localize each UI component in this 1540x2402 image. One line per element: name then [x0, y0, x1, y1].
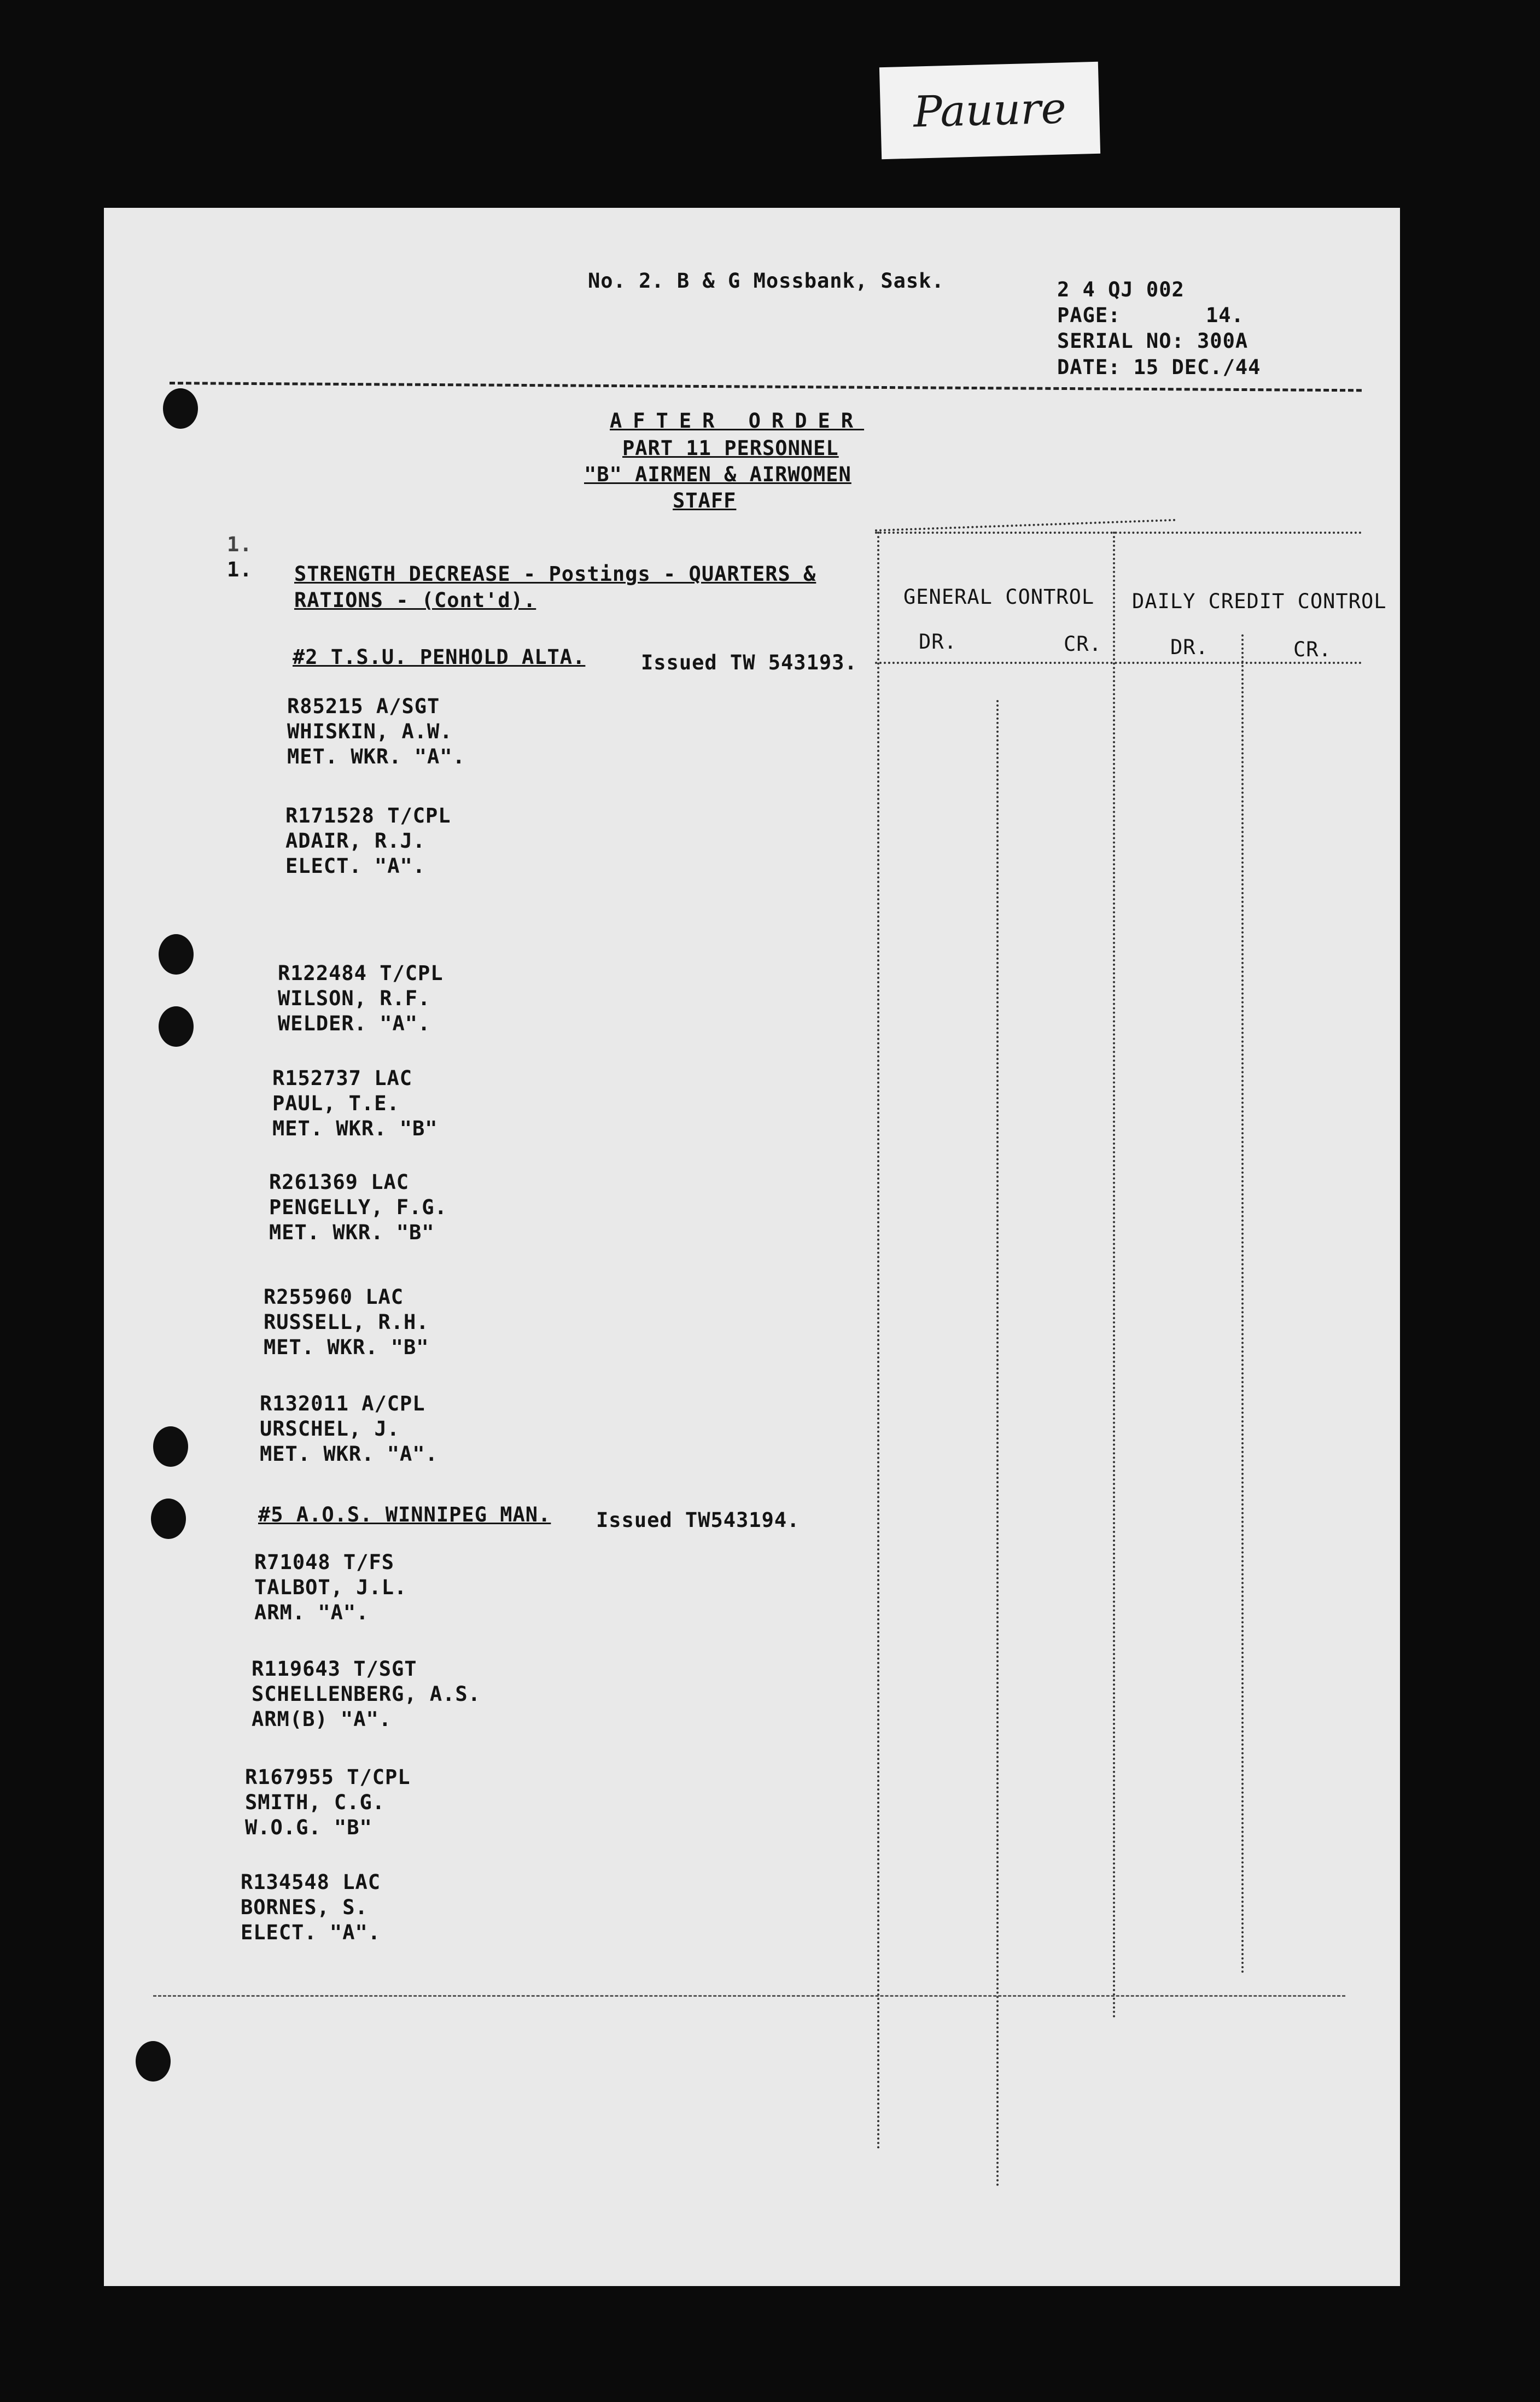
punch-hole: [153, 1426, 188, 1467]
daily-dr-cr-divider: [1241, 634, 1244, 1974]
page-label: PAGE:: [1057, 304, 1121, 327]
file-tag-label: Pauure: [913, 84, 1067, 137]
order-date: DATE: 15 DEC./44: [1057, 355, 1261, 379]
document-sheet: No. 2. B & G Mossbank, Sask. 2 4 QJ 002 PAGE: 14. SERIAL NO: 300A DATE: 15 DEC./44 AFTER ORDER PART 11 PERSONNEL "B" AIRMEN & AIRWOMEN STAFF 1. 1. STRENGTH DECREASE - Postings - QUARTERS & RATIONS - (Cont'd). GENERAL CONTROL DAILY CREDIT CONTROL DR. CR. DR. CR. #2 T.S.U. PENHOLD ALTA. Issued TW 543193. R85215 A/SGT WHISKIN, A.W. MET. WKR. "A". R171528 T/CPL ADAIR, R.J. ELECT. "A". R122484 T/CPL WILSON, R.F. WELDER. "A". R152737 LAC PAUL, T.E. MET. WKR. "B" R261369 LAC PENGELLY, F.G. MET. WKR. "B" R255960 LAC RUSSELL, R.H. MET. WKR. "B" R132011 A/CPL URSCHEL, J. MET. WKR. "A". #5 A.O.S. WINNIPEG MAN. Issued TW543194. R71048 T/FS TALBOT, J.L. ARM. "A". R119643 T/SGT SCHELLENBERG, A.S. ARM(B) "A". R167955 T/CPL SMITH, C.G. W.O.G. "B" R134548 LAC BORNES, S. ELECT. "A".: [104, 208, 1400, 2286]
title-staff: STAFF: [673, 489, 737, 512]
table-left-border: [877, 532, 879, 2150]
header-divider: [170, 382, 1362, 392]
posting-issued: Issued TW 543193.: [641, 651, 858, 674]
posting-issued: Issued TW543194.: [596, 1508, 800, 1532]
punch-hole: [136, 2041, 171, 2082]
file-tag: [879, 62, 1100, 159]
unit-name: No. 2. B & G Mossbank, Sask.: [588, 269, 944, 293]
section-heading-line1: STRENGTH DECREASE - Postings - QUARTERS &: [294, 562, 816, 586]
section-number-faint: 1.: [227, 533, 253, 556]
punch-hole: [151, 1499, 186, 1539]
daily-credit-control-header: DAILY CREDIT CONTROL: [1132, 590, 1387, 613]
reference-number: 2 4 QJ 002: [1057, 278, 1185, 301]
serial-number: SERIAL NO: 300A: [1057, 329, 1249, 353]
table-column-header-rule: [875, 662, 1362, 664]
general-dr-cr-divider: [996, 700, 999, 2188]
punch-hole: [163, 388, 198, 429]
daily-cr-header: CR.: [1293, 638, 1332, 661]
title-part: PART 11 PERSONNEL: [622, 436, 839, 460]
general-control-header: GENERAL CONTROL: [903, 585, 1095, 609]
punch-hole: [159, 934, 194, 975]
general-daily-divider: [1113, 532, 1115, 2019]
title-airmen: "B" AIRMEN & AIRWOMEN: [584, 463, 851, 486]
page-number: 14.: [1206, 304, 1244, 327]
footer-divider: [153, 1995, 1345, 1997]
general-cr-header: CR.: [1064, 632, 1102, 656]
posting-destination: #5 A.O.S. WINNIPEG MAN.: [258, 1503, 551, 1526]
punch-hole: [159, 1006, 194, 1047]
section-number: 1.: [227, 558, 253, 581]
section-heading-line2: RATIONS - (Cont'd).: [294, 588, 536, 612]
table-top-rule: [875, 519, 1176, 532]
table-header-rule: [875, 532, 1362, 534]
general-dr-header: DR.: [919, 630, 957, 654]
posting-destination: #2 T.S.U. PENHOLD ALTA.: [293, 645, 586, 669]
title-after-order: AFTER ORDER: [610, 409, 865, 433]
daily-dr-header: DR.: [1170, 636, 1209, 659]
